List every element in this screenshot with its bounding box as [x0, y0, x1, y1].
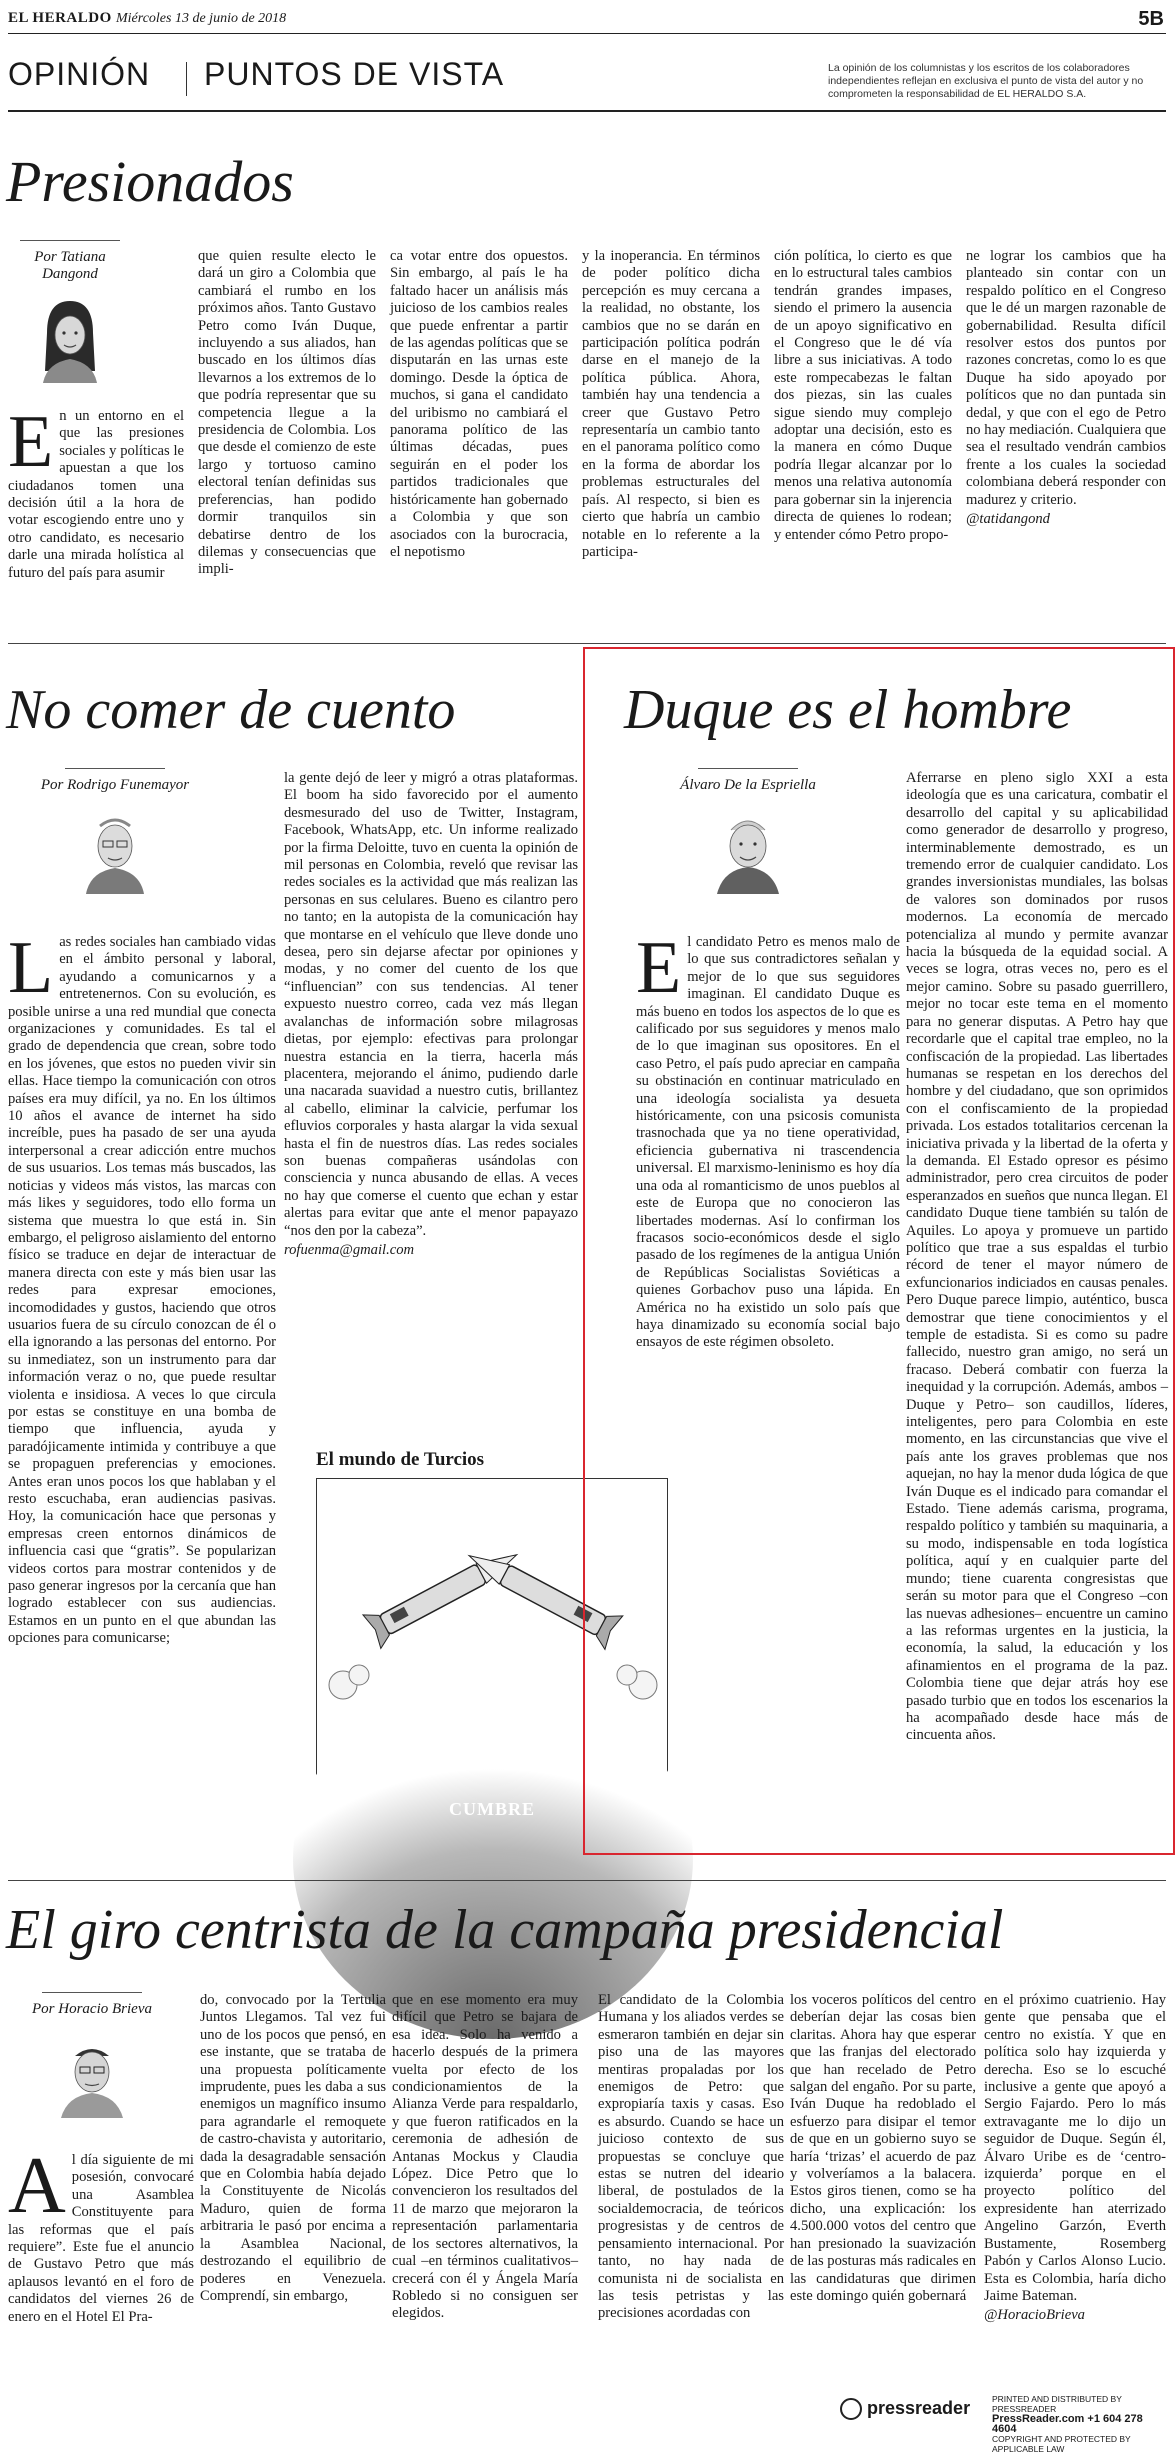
pressreader-info: PRINTED AND DISTRIBUTED BY PRESSREADER PressReader.com +1 604 278 4604 COPYRIGHT AND PROTECTED BY APPLICABLE LAW [992, 2394, 1143, 2454]
drop-cap: A [8, 2142, 66, 2230]
article1-column-5: ción política, lo cierto es que en lo estructural tales cambios tendrán grandes impases, siendo el primero la ausencia de un apoyo significativo en el Congreso que le dé vía libre a sus iniciativas. A todo este rompecabezas le faltan dos piezas, sin las cuales sigue siendo muy complejo adoptar una decisión, esto es la manera en cómo Duque podría llegar alcanzar por lo menos una relativa autonomía para gobernar sin la injerencia directa de quienes lo rodean; y entender cómo Petro propo- [774, 248, 952, 543]
cartoon-title: El mundo de Turcios [316, 1449, 485, 1470]
byline: Por Horacio Brieva [32, 2001, 152, 2017]
section-subtitle: PUNTOS DE VISTA [204, 56, 505, 92]
byline: Por Tatiana Dangond [34, 249, 106, 282]
article3-column-2: Aferrarse en pleno siglo XXI a esta ideología que es una caricatura, combatir el desarrollo del capital y su aplicabilidad como generador de desarrollo y progreso, interminablemente demostrado, es un tremendo error de cualquier candidato. Los grandes inversionistas mundiales, las bolsas de valores son dominados por rusos modernos. La economía de mercado potencializa al mundo y permite avanzar hacia la búsqueda de la equidad social. A veces se logra, otras veces no, pero es el mejor camino. Sobre su pasado guerrillero, mejor no tocar este tema en el momento para no generar disputas. A Petro hay que recordarle que el capital trae empleo, no la confiscación de la propiedad. Las libertades humanas se respetan en los derechos del hombre y del ciudadano, que son oprimidos con el confiscamiento de la propiedad privada. Los estados totalitarios cercenan la iniciativa privada y la libertad de la oferta y la demanda. El Estado opresor es pésimo administrador, pero crea circuitos de poder esperanzados en sueños que nunca llegan. El candidato Duque tiene también su talón de Aquiles. Lo apoya y promueve un partido político que trae a sus espaldas el turbio récord de tener el mayor número de exfuncionarios indiciados en causas penales. Pero Duque parece limpio, auténtico, busca demostrar que tiene conocimientos y el temple de estadista. Si es como su padre fallecido, nuestro gran amigo, no será un fracaso. Deberá combatir con fuerza la inequidad y la corrupción. Además, ambos –Duque y Petro– son caudillos, líderes, inteligentes, pero para Colombia en este momento, en las circunstancias que vive el país ante los graves problemas que nos aquejan, no hay la menor duda lógica de que Iván Duque es el indicado para comandar el Estado. Tiene además carisma, programa, respaldo político y también su maquinaria, a su modo, indispensable en toda logística política, aquí y en cualquier parte del mundo; tiene cuarenta congresistas que serán su motor para que el Congreso –con las nuevas adhesiones– encuentre un camino a las reformas urgentes en la justicia, la economía, la salud, la educación y los afinamientos en el programa de la paz. Colombia tiene que dejar atrás hoy ese pasado turbio que en todos los escenarios la ha acompañado desde hace más de cincuenta años. [906, 770, 1168, 1744]
section-disclaimer: La opinión de los columnistas y los escritos de los colaboradores independientes reflejan en exclusiva el punto de vista del autor y no comprometen la responsabilidad de EL HERALDO S.A. [828, 62, 1144, 100]
pressreader-logo: pressreader [840, 2398, 970, 2420]
author-block-dangond [8, 240, 132, 383]
article1-column-4: y la inoperancia. En términos de poder político dicha percepción es muy cercana a la realidad, no obstante, los cambios que no se darán en participación política podrán darse en el manejo de la política pública. Ahora, también hay una tendencia a creer que Gustavo Petro representaría un cambio tanto en el panorama político como en la forma de abordar los problemas estructurales del país. Al respecto, si bien es cierto que habría un cambio notable en lo referente a la participa- [582, 248, 760, 560]
byline-rule [698, 768, 798, 769]
newspaper-name: EL HERALDO [8, 10, 112, 26]
section-header [8, 52, 1166, 112]
byline: Álvaro De la Espriella [680, 777, 816, 793]
byline-rule [42, 1992, 142, 1993]
pressreader-footer [840, 2392, 1170, 2454]
masthead [8, 8, 1166, 34]
author-handle: @HoracioBrieva [984, 2307, 1085, 2324]
pressreader-icon [840, 2398, 862, 2420]
article1-column-2: que quien resulte electo le dará un giro a Colombia que cambiará el rumbo en los próximos años. Tanto Gustavo Petro como Iván Duque, incluyendo a sus aliados, han buscado en los últimos días llevarnos a los extremos de lo que podría representar que su competencia llegue a la presidencia de Colombia. Los que desde el comienzo de este largo y tortuoso camino electoral tenían definidas sus preferencias, han podido dormir tranquilos sin debatirse dentro de los dilemas y consecuencias que impli- [198, 248, 376, 578]
author-handle: @tatidangond [966, 511, 1050, 528]
article-headline-presionados: Presionados [6, 149, 294, 214]
author-email: rofuenma@gmail.com [284, 1241, 415, 1258]
drop-cap: E [8, 401, 54, 483]
author-portrait [55, 2028, 129, 2118]
section-rule [8, 643, 1166, 644]
article4-column-5: los voceros políticos del centro deberían dejar las cosas bien claritas. Ahora hay que esperar que las franjas del electorado que han recelado de Petro salgan del engaño. Por su parte, Iván Duque ha redoblado el esfuerzo para disipar el temor de que en un gobierno suyo se haría ‘trizas’ el acuerdo de paz y volveríamos a la balacera. Estos giros tienen, como se ha dicho, una explicación: los 4.500.000 votos del centro que han presionado la suavización de las posturas más radicales en las candidaturas que dirimen este domingo quién gobernará [790, 1992, 977, 2304]
article4-column-4: El candidato de la Colombia Humana y los aliados verdes se esmeraron también en dejar sin piso una de las mayores mentiras propaladas por los enemigos de Petro: que expropiaría taxis y casas. Eso es absurdo. Cuando se hace un juicioso contexto de sus propuestas se concluye que estas se nutren del ideario liberal, de postulados de la socialdemocracia, de teóricos progresistas y de centros de pensamiento internacional. Por tanto, no hay nada de comunista ni de socialista en las tesis petristas y las precisiones acordadas con [598, 1992, 784, 2322]
article3-column-1: El candidato Petro es menos malo de lo que sus contradictores señalan y mejor de lo que sus seguidores imaginan. El candidato Duque es más bueno en todos los aspectos de lo que es calificado por sus seguidores y menos malo de lo que imaginan sus opositores. En el caso Petro, el país pudo apreciar en campaña su obstinación en continuar matriculado en una ideología socialista ya desueta históricamente, con una psicosis comunista trasnochada que ya no tiene operatividad, eficiencia gubernativa ni trascendencia universal. El marxismo-leninismo es hoy día una oda al romanticismo de unos pueblos al este de Europa que no conocieron las libertades modernas. Así lo confirman los fracasos socio-económicos desde el siglo pasado de los regímenes de la antigua Unión de Repúblicas Socialistas Soviéticas a quienes Gorbachov puso una lápida. En América no ha existido un solo país que haya dinamizado su economía social bajo ensayos de este régimen obsoleto. [636, 927, 900, 1351]
section-divider [186, 62, 187, 96]
byline-rule [65, 768, 165, 769]
issue-date: Miércoles 13 de junio de 2018 [116, 11, 287, 26]
article4-column-6: en el próximo cuatrienio. Hay gente que pensaba que el centro no existía. Y que en política solo hay izquierda y derecha. Eso se lo escuché inclusive a gente que apoyó a Sergio Fajardo. Pero lo más extravagante me lo dijo un seguidor de Duque. Según él, Álvaro Uribe es de ‘centro-izquierda’ porque en el proyecto político del expresidente han aterrizado Angelino Garzón, Everth Bustamente, Rosemberg Pabón y Carlos Alonso Lucio. Esta es Colombia, haría dicho Jaime Bateman. @HoracioBrieva [984, 1992, 1166, 2324]
article-headline-el-giro-centrista: El giro centrista de la campaña presidencial [6, 1899, 1004, 1961]
article-headline-duque-es-el-hombre: Duque es el hombre [624, 679, 1072, 741]
byline-rule [20, 240, 120, 241]
author-block-funemayor [30, 768, 200, 894]
article2-column-1: Las redes sociales han cambiado vidas en el ámbito personal y laboral, ayudando a comunicarnos y a entretenernos. Con su evolución, es posible unirse a una red mundial que conecta organizaciones y comunidades. Es tal el grado de dependencia que crean, sobre todo en los jóvenes, que estos no pueden vivir sin ellas. Hace tiempo la comunicación con otros países era muy difícil, ya no. En los últimos 10 años el avance de internet ha sido increíble, pues ha pasado de ser una ayuda interpersonal a crear adicción entre muchos de sus usuarios. Los temas más buscados, las noticias y videos más vistos, las marcas con más likes y seguidores, todo ello forma un sistema que muestra lo que está in. Sin embargo, el peligroso aislamiento del entorno físico se traduce en dejar de interactuar de manera directa con este y más bien usar las redes para expresar emociones, incomodidades y gustos, haciendo que otros usuarios fuera de su círculo conozcan de él o ella ignorando a las personas del entorno. Por su inmediatez, son un instrumento para dar información veraz o no, que puede resultar violenta e insidiosa. A veces lo que circula por estas se constituye en una bomba de tiempo que influencia, ayuda y paradójicamente intimida y contribuye a que se propaguen preferencias y emociones. Antes eran unos pocos los que hablaban y el resto escuchaba, eran audiencias pasivas. Hoy, la comunicación hace que personas y empresas creen entornos dinámicos de influencia casi que “gratis”. Se popularizan videos cortos para mostrar contenidos y de paso generar ingresos por la cercanía que han logrado establecer con sus audiencias. Estamos en un punto en el que abundan las opciones para comunicarse; [8, 927, 276, 1647]
author-portrait [33, 293, 107, 383]
page-number: 5B [1138, 8, 1164, 30]
byline: Por Rodrigo Funemayor [40, 777, 190, 793]
drop-cap: L [8, 927, 54, 1009]
author-block-espriella [660, 768, 836, 894]
author-portrait [711, 804, 785, 894]
author-block-brieva [12, 1992, 172, 2118]
section-rule [8, 1880, 1166, 1881]
article4-column-1: Al día siguiente de mi posesión, convocaré una Asamblea Constituyente para las reformas que el país requiere”. Este fue el anuncio de Gustavo Petro que más aplausos levantó en el foro de candidatos del viernes 26 de enero en el Hotel El Pra- [8, 2142, 194, 2325]
article4-column-2: do, convocado por la Tertulia Juntos Llegamos. Tal vez fui uno de los pocos que pensó, en ese instante, que se trataba de una propuesta políticamente imprudente, pues les daba a sus enemigos un magnífico insumo para agrandarle el remoquete de castro-chavista y autoritario, dada la desagradable sensación que en Colombia había dejado la Constituyente de Nicolás Maduro, quien de forma arbitraria le pasó por encima a la Asamblea Nacional, destrozando el equilibrio de poderes en Venezuela. Comprendí, sin embargo, [200, 1992, 386, 2304]
article4-column-3: que en ese momento era muy difícil que Petro se bajara de esa idea. Solo ha venido a hacerlo después de la primera vuelta por efecto de los condicionamientos de la Alianza Verde para respaldarlo, y que fueron ratificados en la ceremonia de adhesión de Antanas Mockus y Claudia López. Dice Petro que lo convencieron los resultados del 11 de marzo que mejoraron la representación parlamentaria de los sectores alternativos, la cual –en términos cualitativos– crecerá con él y Ángela María Robledo si no consiguen ser elegidos. [392, 1992, 578, 2322]
article1-column-3: ca votar entre dos opuestos. Sin embargo, al país le ha faltado hacer un análisis más juicioso de los cambios reales que puede enfrentar a partir de las agendas políticas que se disputarán en las urnas este domingo. Desde la óptica de muchos, si gana el candidato del uribismo no cambiará el panorama político de las últimas décadas, pues seguirán en el poder los partidos tradicionales que históricamente han gobernado a Colombia y que son asociados con la burocracia, el nepotismo [390, 248, 568, 560]
article1-column-1: En un entorno en el que las presiones sociales y políticas le apuestan a que los ciudadanos tomen una decisión útil a la hora de votar escogiendo entre uno y otro candidato, es necesario darle una mirada holística al futuro del país para asumir [8, 401, 184, 581]
article2-column-2: la gente dejó de leer y migró a otras plataformas. El boom ha sido favorecido por el aumento desmesurado del uso de Twitter, Instagram, Facebook, WhatsApp, etc. Un informe realizado por la firma Deloitte, tuvo en cuenta la opinión de mil personas en Colombia, reveló que revisar las redes sociales es la actividad que más realizan las personas en sus celulares. Bueno es cilantro pero no tanto; en la autopista de la comunicación hay que montarse en el vehículo que lleve donde uno desea, pero sin dejarse afectar por opiniones y modas, y no comer del cuento de los que “influencian” con sus tendencias. Al tener expuesto nuestro correo, cada vez más llegan avalanchas de información sobre milagrosas dietas, por ejemplo: efectivas para prolongar nuestra estancia en la tierra, hacerla más placentera, mejorando el ánimo, pudiendo darle una nacarada suavidad a nuestro cutis, brillantez al cabello, eliminar la calvicie, perfumar los efluvios corporales y hasta alargar la vida sexual hasta el fin de nuestros días. Las redes sociales son buenas compañeras usándolas con consciencia y nunca abusando de ellas. A veces no hay que comerse el cuento que echan y estar alertas para evitar que ante el menor papayazo “nos den por la cabeza”. rofuenma@gmail.com [284, 770, 578, 1258]
article-headline-no-comer-de-cuento: No comer de cuento [6, 679, 456, 741]
cartoon-caption: CUMBRE [449, 1799, 535, 1819]
drop-cap: E [636, 927, 682, 1009]
section-title: OPINIÓN [8, 56, 151, 92]
article1-column-6: ne lograr los cambios que ha planteado sin contar con un respaldo político en el Congreso que le dé un margen razonable de gobernabilidad. Resulta difícil resolver estos dos puntos por razones concretas, como lo es que Duque ha sido apoyado por políticos que no dan puntada sin dedal, y que con el ego de Petro no hay mediación. Cualquiera que sea el resultado vendrán cambios frente a los cuales la sociedad colombiana deberá responder con madurez y criterio. @tatidangond [966, 248, 1166, 528]
author-portrait [78, 804, 152, 894]
